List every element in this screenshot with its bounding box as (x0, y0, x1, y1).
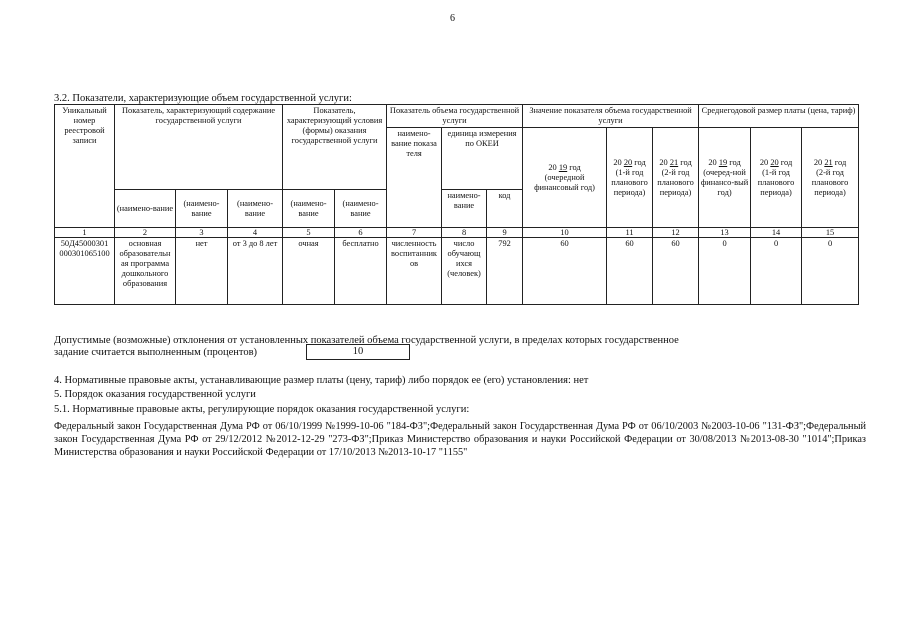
header-fee-year-19: 20 19 год (очеред-ной финансо-вый год) (699, 128, 751, 228)
cell-fee-year-2: 0 (751, 238, 802, 305)
header-unique-number: Уникальный номер реестровой записи (55, 105, 115, 228)
column-number: 3 (176, 228, 228, 238)
cell-value-year-2: 60 (607, 238, 653, 305)
header-conditions-indicator: Показатель, характеризующий условия (формы) оказания государственной услуги (283, 105, 387, 190)
header-unit-okei: единица измерения по ОКЕИ (442, 128, 523, 190)
header-indicator-name: наимено-вание показа теля (387, 128, 442, 228)
column-numbers-row (55, 228, 859, 238)
cell-form: очная (283, 238, 335, 305)
column-number: 15 (802, 228, 859, 238)
header-year-21-note: (2-й год планового периода) (657, 167, 694, 197)
header-year-19-note: (очередной финансовый год) (534, 172, 595, 192)
column-number: 14 (751, 228, 802, 238)
item-4-fee-acts: 4. Нормативные правовые акты, устанавливающие размер платы (цену, тариф) либо порядок ее (его) установления: нет (54, 375, 589, 386)
cell-fee-year-1: 0 (699, 238, 751, 305)
header-fee-year-20: 20 20 год (1-й год планового периода) (751, 128, 802, 228)
header-content-indicator: Показатель, характеризующий содержание государственной услуги (115, 105, 283, 190)
header-year-20-note: (1-й год планового периода) (611, 167, 648, 197)
cell-unit: число обучающ ихся (человек) (442, 238, 487, 305)
header-average-fee: Среднегодовой размер платы (цена, тариф) (699, 105, 859, 128)
header-fee-year-19-note: (очеред-ной финансо-вый год) (700, 167, 749, 197)
column-number: 2 (115, 228, 176, 238)
header-year-19: 20 19 год (очередной финансовый год) (523, 128, 607, 228)
cell-age: от 3 до 8 лет (228, 238, 283, 305)
cell-code: 792 (487, 238, 523, 305)
column-number: 6 (335, 228, 387, 238)
column-number: 9 (487, 228, 523, 238)
subheader-unit-name: наимено-вание (442, 190, 487, 228)
cell-value-year-3: 60 (653, 238, 699, 305)
volume-indicators-table (54, 104, 859, 305)
header-fee-year-21: 20 21 год (2-й год планового периода) (802, 128, 859, 228)
header-fee-year-20-note: (1-й год планового периода) (757, 167, 795, 197)
page-number: 6 (450, 13, 455, 24)
cell-value-year-1: 60 (523, 238, 607, 305)
tolerance-text-line1: Допустимые (возможные) отклонения от установленных показателей объема государственной услуги, в пределах которых государственное (54, 335, 679, 346)
subheader-name-3: (наимено-вание (228, 190, 283, 228)
subheader-name-5: (наимено-вание (335, 190, 387, 228)
column-number: 7 (387, 228, 442, 238)
subheader-name-1: (наимено-вание (115, 190, 176, 228)
cell-program: основная образовательн ая программа дошкольного образования (115, 238, 176, 305)
header-year-20: 20 20 год (1-й год планового периода) (607, 128, 653, 228)
header-fee-year-21-note: (2-й год планового периода) (811, 167, 849, 197)
column-number: 5 (283, 228, 335, 238)
column-number: 13 (699, 228, 751, 238)
subheader-name-2: (наимено-вание (176, 190, 228, 228)
header-year-21: 20 21 год (2-й год планового периода) (653, 128, 699, 228)
section-title: 3.2. Показатели, характеризующие объем государственной услуги: (54, 93, 352, 104)
cell-record-number: 50Д45000301 000301065100 (55, 238, 115, 305)
tolerance-text-line2: задание считается выполненным (процентов) (54, 347, 258, 358)
subheader-unit-code: код (487, 190, 523, 228)
column-number: 1 (55, 228, 115, 238)
item-5-1-acts-heading: 5.1. Нормативные правовые акты, регулирующие порядок оказания государственной услуги: (54, 404, 470, 415)
column-number: 12 (653, 228, 699, 238)
header-volume-indicator: Показатель объема государственной услуги (387, 105, 523, 128)
column-number: 8 (442, 228, 487, 238)
subheader-name-4: (наимено-вание (283, 190, 335, 228)
column-number: 10 (523, 228, 607, 238)
item-5-procedure: 5. Порядок оказания государственной услуги (54, 389, 256, 400)
cell-fee-year-3: 0 (802, 238, 859, 305)
legal-acts-text: Федеральный закон Государственная Дума РФ от 06/10/1999 №1999-10-06 "184-ФЗ";Федеральный закон Государственная Дума РФ от 06/10/2003 №2003-10-06 "131-ФЗ";Федеральный закон Государственная Дума РФ от 29/12/2012 №2012-12-29 "273-ФЗ";Приказ Министерство образования и науки Российской Федерации от 30/08/2013 №2013-08-30 "1014";Приказ Министерства образования и науки Российской Федерации от 17/10/2013 №2013-10-17 "1155" (54, 421, 866, 458)
cell-fee-kind: бесплатно (335, 238, 387, 305)
header-volume-value: Значение показателя объема государственной услуги (523, 105, 699, 128)
tolerance-value-box: 10 (306, 344, 410, 360)
cell-indicator: численность воспитанник ов (387, 238, 442, 305)
cell-category: нет (176, 238, 228, 305)
column-number: 11 (607, 228, 653, 238)
table-row (55, 238, 859, 305)
column-number: 4 (228, 228, 283, 238)
